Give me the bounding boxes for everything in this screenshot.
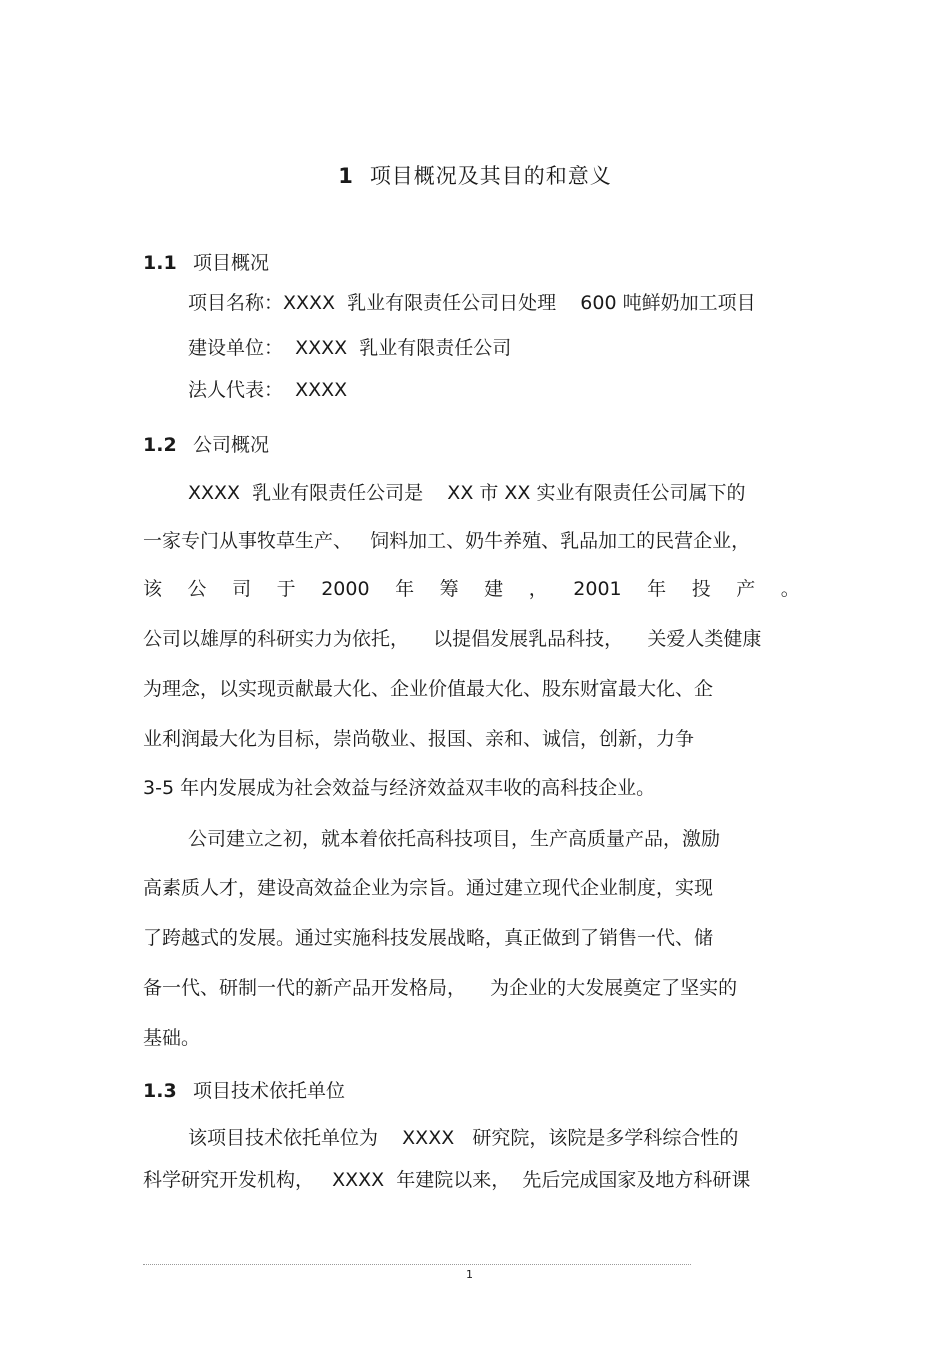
text-token: 司 xyxy=(232,578,252,600)
paragraph-line: 了跨越式的发展。通过实施科技发展战略，真正做到了销售一代、储 xyxy=(143,927,714,949)
text-token: 该 xyxy=(143,578,163,600)
text-token: 产 xyxy=(736,578,756,600)
footer-divider xyxy=(143,1264,691,1265)
section-title: 公司概况 xyxy=(193,434,270,456)
project-name-line: 项目名称：XXXX 乳业有限责任公司日处理 600 吨鲜奶加工项目 xyxy=(188,292,756,314)
paragraph-line: XXXX 乳业有限责任公司是 XX 市 XX 实业有限责任公司属下的 xyxy=(188,482,746,504)
text-token: 2001 xyxy=(573,578,622,600)
section-number: 1.2 xyxy=(143,434,177,456)
chapter-number: 1 xyxy=(338,164,354,188)
text-token: ， xyxy=(528,578,548,600)
section-heading-1-1 xyxy=(143,248,269,275)
builder-line: 建设单位： XXXX 乳业有限责任公司 xyxy=(188,337,512,359)
paragraph-line: 公司建立之初，就本着依托高科技项目，生产高质量产品，激励 xyxy=(188,828,721,850)
text-token: 。 xyxy=(780,578,800,600)
text-token: 于 xyxy=(276,578,296,600)
text-token: 年 xyxy=(395,578,415,600)
page-number: 1 xyxy=(466,1268,473,1281)
paragraph-line: 高素质人才，建设高效益企业为宗旨。通过建立现代企业制度，实现 xyxy=(143,877,714,899)
paragraph-line: 一家专门从事牧草生产、 饲料加工、奶牛养殖、乳品加工的民营企业， xyxy=(143,530,751,552)
section-title: 项目概况 xyxy=(193,252,270,274)
legal-rep-line: 法人代表： XXXX xyxy=(188,379,348,401)
section-number: 1.1 xyxy=(143,252,177,274)
section-heading-1-2 xyxy=(143,430,269,457)
paragraph-line: 科学研究开发机构， XXXX 年建院以来， 先后完成国家及地方科研课 xyxy=(143,1169,751,1191)
section-title: 项目技术依托单位 xyxy=(193,1080,346,1102)
paragraph-line: 该项目技术依托单位为 XXXX 研究院，该院是多学科综合性的 xyxy=(188,1127,739,1149)
paragraph-line: 3-5 年内发展成为社会效益与经济效益双丰收的高科技企业。 xyxy=(143,777,656,799)
text-token: 2000 xyxy=(321,578,370,600)
paragraph-line: 业利润最大化为目标，崇尚敬业、报国、亲和、诚信，创新，力争 xyxy=(143,728,695,750)
text-token: 投 xyxy=(691,578,711,600)
chapter-title-text: 项目概况及其目的和意义 xyxy=(369,164,612,188)
paragraph-line: 公司以雄厚的科研实力为依托， 以提倡发展乳品科技， 关爱人类健康 xyxy=(143,628,762,650)
paragraph-line: 为理念，以实现贡献最大化、企业价值最大化、股东财富最大化、企 xyxy=(143,678,714,700)
text-token: 建 xyxy=(484,578,504,600)
text-token: 筹 xyxy=(439,578,459,600)
paragraph-line: 备一代、研制一代的新产品开发格局， 为企业的大发展奠定了坚实的 xyxy=(143,977,738,999)
paragraph-line-justified xyxy=(143,576,800,602)
section-heading-1-3 xyxy=(143,1076,345,1103)
paragraph-line: 基础。 xyxy=(143,1027,201,1049)
section-number: 1.3 xyxy=(143,1080,177,1102)
chapter-title xyxy=(0,160,950,190)
text-token: 年 xyxy=(647,578,667,600)
text-token: 公 xyxy=(187,578,207,600)
